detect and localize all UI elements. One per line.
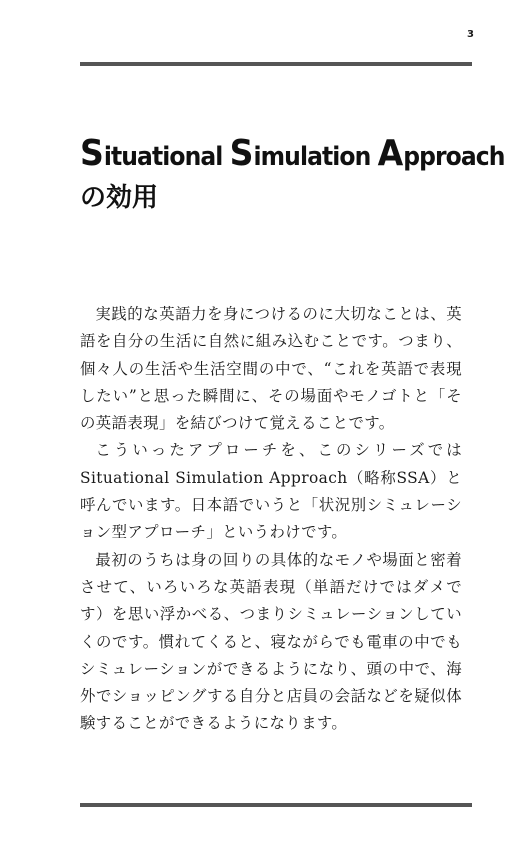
- chapter-title: [80, 128, 505, 213]
- title-word-3: pproach: [403, 142, 505, 172]
- title-word-2: imulation: [253, 142, 378, 172]
- body-text: [80, 301, 462, 738]
- page-number: 3: [467, 29, 474, 40]
- title-word-1: ituational: [103, 142, 230, 172]
- paragraph-2: こういったアプローチを、このシリーズではSituational Simulation Approach（略称SSA）と呼んでいます。日本語でいうと「状況別シミュレーション型アプローチ」というわけです。: [80, 441, 462, 542]
- title-english: [80, 128, 505, 183]
- bottom-rule: [80, 803, 472, 807]
- title-japanese: の効用: [80, 183, 159, 213]
- title-cap-1: S: [80, 133, 104, 174]
- paragraph-3: 最初のうちは身の回りの具体的なモノや場面と密着させて、いろいろな英語表現（単語だけではダメです）を思い浮かべる、つまりシミュレーションしていくのです。慣れてくると、寝ながらでも電車の中でもシミュレーションができるようになり、頭の中で、海外でショッピングする自分と店員の会話などを疑似体験することができるようになります。: [80, 550, 462, 733]
- title-cap-2: S: [229, 133, 254, 174]
- title-cap-3: A: [377, 133, 404, 174]
- paragraph-1: 実践的な英語力を身につけるのに大切なことは、英語を自分の生活に自然に組み込むことです。つまり、個々人の生活や生活空間の中で、“これを英語で表現したい”と思った瞬間に、その場面やモノゴトと「その英語表現」を結びつけて覚えることです。: [80, 305, 462, 433]
- top-rule: [80, 62, 472, 66]
